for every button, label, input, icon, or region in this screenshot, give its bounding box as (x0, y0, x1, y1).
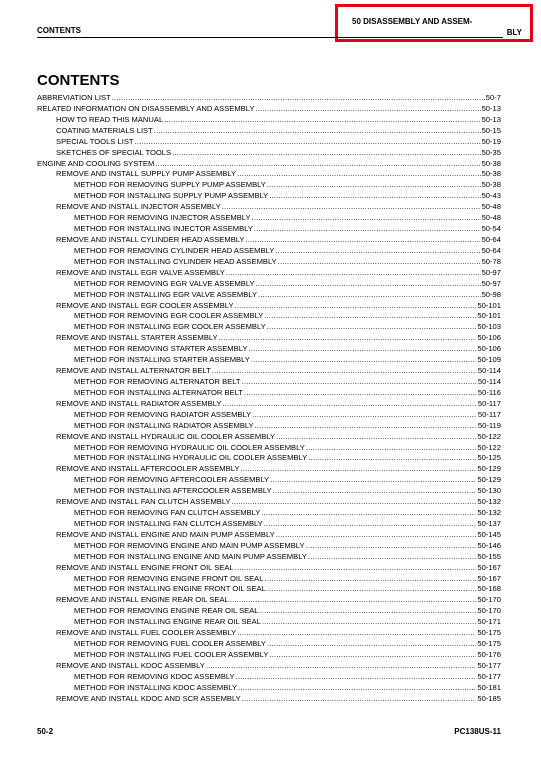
toc-entry-label: ENGINE AND COOLING SYSTEM (37, 158, 155, 168)
toc-entry-page: 50-132 (477, 508, 501, 518)
toc-entry[interactable] (37, 355, 501, 366)
toc-leader-dots (242, 377, 477, 388)
toc-entry[interactable] (37, 180, 501, 191)
toc-entry-page: 50-64 (481, 234, 501, 244)
toc-entry-page: 50-48 (481, 202, 501, 212)
toc-entry-label: METHOD FOR INSTALLING KDOC ASSEMBLY (74, 682, 238, 692)
toc-leader-dots (256, 279, 481, 290)
toc-entry[interactable] (37, 574, 501, 585)
toc-entry[interactable] (37, 399, 501, 410)
toc-entry-label: METHOD FOR INSTALLING ENGINE FRONT OIL SEAL (74, 584, 266, 594)
toc-entry[interactable] (37, 311, 501, 322)
toc-entry[interactable] (37, 595, 501, 606)
toc-leader-dots (270, 475, 476, 486)
toc-entry-label: METHOD FOR REMOVING ENGINE AND MAIN PUMP ASSEMBLY (74, 540, 305, 550)
toc-entry-page: 50-38 (481, 169, 501, 179)
toc-entry-page: 50-177 (477, 671, 501, 681)
toc-entry-label: REMOVE AND INSTALL STARTER ASSEMBLY (56, 333, 218, 343)
toc-entry[interactable] (37, 93, 501, 104)
toc-entry[interactable] (37, 432, 501, 443)
toc-entry-label: REMOVE AND INSTALL ALTERNATOR BELT (56, 366, 211, 376)
toc-entry-page: 50-13 (481, 103, 501, 113)
toc-entry-page: 50-109 (477, 355, 501, 365)
toc-leader-dots (226, 268, 481, 279)
toc-leader-dots (267, 180, 481, 191)
toc-entry-label: METHOD FOR INSTALLING FAN CLUTCH ASSEMBLY (74, 518, 263, 528)
toc-leader-dots (222, 202, 481, 213)
toc-leader-dots (112, 93, 485, 104)
toc-entry-page: 50-13 (481, 114, 501, 124)
toc-entry[interactable] (37, 650, 501, 661)
toc-entry[interactable] (37, 148, 501, 159)
toc-entry-label: METHOD FOR INSTALLING ALTERNATOR BELT (74, 387, 243, 397)
toc-entry-label: REMOVE AND INSTALL SUPPLY PUMP ASSEMBLY (56, 169, 237, 179)
section-title-line2: BLY (506, 28, 522, 37)
toc-entry[interactable] (37, 541, 501, 552)
toc-entry-label: RELATED INFORMATION ON DISASSEMBLY AND ASSEMBLY (37, 103, 255, 113)
toc-entry[interactable] (37, 584, 501, 595)
toc-entry-label: REMOVE AND INSTALL ENGINE AND MAIN PUMP ASSEMBLY (56, 529, 275, 539)
toc-entry-label: REMOVE AND INSTALL INJECTOR ASSEMBLY (56, 202, 221, 212)
toc-entry-label: METHOD FOR REMOVING HYDRAULIC OIL COOLER ASSEMBLY (74, 442, 305, 452)
toc-entry[interactable] (37, 694, 501, 705)
toc-entry-label: METHOD FOR INSTALLING SUPPLY PUMP ASSEMBLY (74, 191, 269, 201)
toc-entry-label: METHOD FOR REMOVING INJECTOR ASSEMBLY (74, 213, 251, 223)
toc-entry-page: 50-146 (477, 540, 501, 550)
toc-entry-page: 50-15 (481, 125, 501, 135)
table-of-contents (37, 93, 501, 705)
toc-entry-label: REMOVE AND INSTALL FAN CLUTCH ASSEMBLY (56, 497, 231, 507)
toc-entry-page: 50-129 (477, 464, 501, 474)
toc-leader-dots (154, 126, 481, 137)
toc-entry-page: 50-38 (481, 158, 501, 168)
section-title-line1: 50 DISASSEMBLY AND ASSEM- (352, 17, 473, 26)
toc-leader-dots (235, 301, 477, 312)
toc-entry[interactable] (37, 344, 501, 355)
toc-entry[interactable] (37, 202, 501, 213)
toc-entry[interactable] (37, 475, 501, 486)
toc-leader-dots (276, 530, 477, 541)
toc-entry[interactable] (37, 464, 501, 475)
toc-leader-dots (308, 453, 476, 464)
toc-entry-label: REMOVE AND INSTALL HYDRAULIC OIL COOLER ASSEMBLY (56, 431, 276, 441)
page-title: CONTENTS (37, 72, 120, 89)
toc-entry-label: METHOD FOR REMOVING KDOC ASSEMBLY (74, 671, 235, 681)
toc-entry-page: 50-168 (477, 584, 501, 594)
toc-leader-dots (306, 443, 477, 454)
toc-entry[interactable] (37, 366, 501, 377)
toc-entry-label: REMOVE AND INSTALL EGR COOLER ASSEMBLY (56, 300, 234, 310)
toc-entry-page: 50-175 (477, 639, 501, 649)
toc-entry-label: REMOVE AND INSTALL KDOC ASSEMBLY (56, 660, 205, 670)
toc-leader-dots (258, 290, 481, 301)
toc-entry-page: 50-97 (481, 267, 501, 277)
toc-entry-page: 50-175 (477, 628, 501, 638)
toc-leader-dots (237, 169, 481, 180)
toc-entry-label: METHOD FOR REMOVING STARTER ASSEMBLY (74, 344, 248, 354)
toc-entry[interactable] (37, 279, 501, 290)
toc-leader-dots (235, 563, 477, 574)
toc-leader-dots (276, 432, 476, 443)
toc-entry-page: 50-167 (477, 562, 501, 572)
toc-entry-label: ABBREVIATION LIST (37, 93, 111, 102)
toc-entry-page: 50-101 (477, 300, 501, 310)
footer-model: PC138US-11 (454, 727, 501, 736)
header-rule (37, 37, 503, 38)
toc-entry-page: 50-35 (481, 147, 501, 157)
toc-entry-page: 50-117 (477, 409, 501, 419)
toc-entry-page: 50-185 (477, 693, 501, 703)
toc-entry[interactable] (37, 421, 501, 432)
toc-entry[interactable] (37, 115, 501, 126)
toc-leader-dots (219, 333, 477, 344)
toc-entry[interactable] (37, 104, 501, 115)
toc-leader-dots (264, 311, 476, 322)
toc-entry-label: METHOD FOR INSTALLING RADIATOR ASSEMBLY (74, 420, 254, 430)
toc-entry-label: REMOVE AND INSTALL KDOC AND SCR ASSEMBLY (56, 693, 241, 703)
toc-entry-page: 50-19 (481, 136, 501, 146)
toc-leader-dots (164, 115, 480, 126)
toc-leader-dots (206, 661, 477, 672)
toc-leader-dots (230, 595, 477, 606)
toc-entry-label: REMOVE AND INSTALL EGR VALVE ASSEMBLY (56, 267, 225, 277)
toc-entry-label: METHOD FOR REMOVING ENGINE FRONT OIL SEAL (74, 573, 264, 583)
toc-entry-page: 50-7 (485, 93, 501, 102)
toc-leader-dots (261, 508, 476, 519)
toc-entry-label: METHOD FOR INSTALLING EGR VALVE ASSEMBLY (74, 289, 257, 299)
toc-entry-label: METHOD FOR REMOVING EGR COOLER ASSEMBLY (74, 311, 264, 321)
toc-entry-page: 50-177 (477, 660, 501, 670)
toc-leader-dots (135, 137, 481, 148)
toc-entry-label: METHOD FOR INSTALLING STARTER ASSEMBLY (74, 355, 250, 365)
toc-leader-dots (172, 148, 480, 159)
toc-entry-page: 50-101 (477, 311, 501, 321)
toc-leader-dots (238, 683, 476, 694)
toc-entry[interactable] (37, 213, 501, 224)
toc-leader-dots (273, 486, 477, 497)
toc-leader-dots (251, 355, 477, 366)
toc-entry-page: 50-117 (477, 398, 501, 408)
toc-entry[interactable] (37, 683, 501, 694)
toc-entry[interactable] (37, 497, 501, 508)
toc-entry-page: 50-145 (477, 529, 501, 539)
toc-entry-page: 50-170 (477, 606, 501, 616)
toc-entry[interactable] (37, 377, 501, 388)
toc-entry-page: 50-176 (477, 650, 501, 660)
toc-entry[interactable] (37, 257, 501, 268)
toc-entry[interactable] (37, 235, 501, 246)
toc-entry-label: METHOD FOR REMOVING FAN CLUTCH ASSEMBLY (74, 508, 261, 518)
toc-entry-page: 50-114 (477, 366, 501, 376)
toc-entry[interactable] (37, 563, 501, 574)
toc-entry-label: METHOD FOR REMOVING AFTERCOOLER ASSEMBLY (74, 475, 270, 485)
toc-entry-page: 50-155 (477, 551, 501, 561)
toc-leader-dots (267, 639, 476, 650)
toc-entry-label: METHOD FOR INSTALLING EGR COOLER ASSEMBLY (74, 322, 266, 332)
toc-entry-label: REMOVE AND INSTALL AFTERCOOLER ASSEMBLY (56, 464, 240, 474)
toc-leader-dots (260, 606, 477, 617)
toc-entry[interactable] (37, 486, 501, 497)
toc-entry-label: METHOD FOR INSTALLING ENGINE REAR OIL SEAL (74, 617, 261, 627)
toc-entry[interactable] (37, 333, 501, 344)
toc-leader-dots (252, 410, 477, 421)
toc-entry[interactable] (37, 453, 501, 464)
toc-entry[interactable] (37, 224, 501, 235)
toc-entry-page: 50-43 (481, 191, 501, 201)
toc-entry-label: METHOD FOR REMOVING RADIATOR ASSEMBLY (74, 409, 252, 419)
toc-leader-dots (155, 159, 480, 170)
toc-entry-page: 50-167 (477, 573, 501, 583)
toc-leader-dots (222, 399, 476, 410)
toc-leader-dots (255, 421, 477, 432)
toc-leader-dots (267, 322, 477, 333)
toc-entry-page: 50-97 (481, 278, 501, 288)
toc-entry-page: 50-103 (477, 322, 501, 332)
toc-leader-dots (264, 574, 476, 585)
toc-leader-dots (275, 246, 480, 257)
toc-entry[interactable] (37, 137, 501, 148)
footer-page-number: 50-2 (37, 727, 54, 736)
running-header-title: CONTENTS (37, 26, 81, 35)
toc-leader-dots (255, 104, 480, 115)
toc-entry[interactable] (37, 530, 501, 541)
toc-entry-page: 50-106 (477, 333, 501, 343)
toc-entry[interactable] (37, 661, 501, 672)
toc-entry[interactable] (37, 388, 501, 399)
toc-entry[interactable] (37, 552, 501, 563)
toc-entry[interactable] (37, 443, 501, 454)
toc-entry-page: 50-132 (477, 497, 501, 507)
toc-entry-label: REMOVE AND INSTALL ENGINE REAR OIL SEAL (56, 595, 229, 605)
toc-entry-page: 50-130 (477, 486, 501, 496)
toc-leader-dots (240, 464, 476, 475)
toc-entry[interactable] (37, 268, 501, 279)
toc-entry-page: 50-48 (481, 213, 501, 223)
toc-leader-dots (254, 224, 481, 235)
toc-leader-dots (244, 388, 477, 399)
toc-entry-label: METHOD FOR REMOVING SUPPLY PUMP ASSEMBLY (74, 180, 266, 190)
toc-entry-page: 50-54 (481, 224, 501, 234)
toc-entry-page: 50-38 (481, 180, 501, 190)
toc-entry[interactable] (37, 169, 501, 180)
toc-leader-dots (248, 344, 476, 355)
toc-entry-page: 50-125 (477, 453, 501, 463)
toc-entry[interactable] (37, 508, 501, 519)
toc-entry-label: REMOVE AND INSTALL FUEL COOLER ASSEMBLY (56, 628, 237, 638)
toc-entry-label: REMOVE AND INSTALL CYLINDER HEAD ASSEMBLY (56, 234, 245, 244)
toc-entry-page: 50-181 (477, 682, 501, 692)
toc-leader-dots (306, 541, 477, 552)
toc-entry-page: 50-171 (477, 617, 501, 627)
toc-entry-label: SPECIAL TOOLS LIST (56, 136, 134, 146)
toc-entry[interactable] (37, 639, 501, 650)
toc-entry[interactable] (37, 617, 501, 628)
toc-entry[interactable] (37, 519, 501, 530)
toc-entry-label: REMOVE AND INSTALL RADIATOR ASSEMBLY (56, 398, 222, 408)
toc-entry-label: SKETCHES OF SPECIAL TOOLS (56, 147, 172, 157)
toc-entry-page: 50-170 (477, 595, 501, 605)
toc-entry-page: 50-122 (477, 431, 501, 441)
toc-entry[interactable] (37, 159, 501, 170)
toc-entry[interactable] (37, 672, 501, 683)
toc-entry-page: 50-122 (477, 442, 501, 452)
toc-entry[interactable] (37, 322, 501, 333)
toc-entry-label: METHOD FOR INSTALLING FUEL COOLER ASSEMBLY (74, 650, 269, 660)
toc-entry-page: 50-119 (477, 420, 501, 430)
toc-entry-label: METHOD FOR REMOVING ALTERNATOR BELT (74, 376, 241, 386)
toc-entry[interactable] (37, 191, 501, 202)
toc-entry-label: METHOD FOR REMOVING EGR VALVE ASSEMBLY (74, 278, 255, 288)
toc-leader-dots (264, 519, 477, 530)
toc-entry[interactable] (37, 126, 501, 137)
toc-entry-label: METHOD FOR REMOVING CYLINDER HEAD ASSEMBLY (74, 245, 275, 255)
toc-leader-dots (269, 650, 476, 661)
toc-entry-page: 50-129 (477, 475, 501, 485)
toc-entry-label: METHOD FOR INSTALLING AFTERCOOLER ASSEMBLY (74, 486, 272, 496)
toc-entry[interactable] (37, 301, 501, 312)
toc-entry[interactable] (37, 290, 501, 301)
toc-leader-dots (262, 617, 476, 628)
toc-entry-label: METHOD FOR REMOVING FUEL COOLER ASSEMBLY (74, 639, 266, 649)
toc-entry-label: METHOD FOR REMOVING ENGINE REAR OIL SEAL (74, 606, 259, 616)
toc-entry[interactable] (37, 628, 501, 639)
toc-entry-label: COATING MATERIALS LIST (56, 125, 153, 135)
toc-entry-page: 50-116 (477, 387, 501, 397)
toc-entry-label: METHOD FOR INSTALLING HYDRAULIC OIL COOLER ASSEMBLY (74, 453, 308, 463)
toc-entry-page: 50-137 (477, 518, 501, 528)
toc-leader-dots (267, 584, 477, 595)
toc-entry-label: METHOD FOR INSTALLING CYLINDER HEAD ASSEMBLY (74, 256, 277, 266)
toc-entry-page: 50-106 (477, 344, 501, 354)
toc-entry-label: REMOVE AND INSTALL ENGINE FRONT OIL SEAL (56, 562, 234, 572)
toc-leader-dots (237, 628, 476, 639)
toc-entry-label: METHOD FOR INSTALLING ENGINE AND MAIN PUMP ASSEMBLY (74, 551, 307, 561)
toc-leader-dots (212, 366, 477, 377)
toc-entry[interactable] (37, 410, 501, 421)
toc-leader-dots (232, 497, 477, 508)
toc-leader-dots (246, 235, 481, 246)
toc-entry[interactable] (37, 606, 501, 617)
toc-leader-dots (308, 552, 476, 563)
toc-leader-dots (278, 257, 481, 268)
toc-leader-dots (269, 191, 480, 202)
toc-entry-label: HOW TO READ THIS MANUAL (56, 114, 164, 124)
toc-leader-dots (236, 672, 477, 683)
toc-entry-page: 50-98 (481, 289, 501, 299)
toc-leader-dots (252, 213, 481, 224)
toc-leader-dots (242, 694, 477, 705)
toc-entry-page: 50-114 (477, 376, 501, 386)
toc-entry-page: 50-78 (481, 256, 501, 266)
toc-entry[interactable] (37, 246, 501, 257)
toc-entry-label: METHOD FOR INSTALLING INJECTOR ASSEMBLY (74, 224, 253, 234)
toc-entry-page: 50-64 (481, 245, 501, 255)
